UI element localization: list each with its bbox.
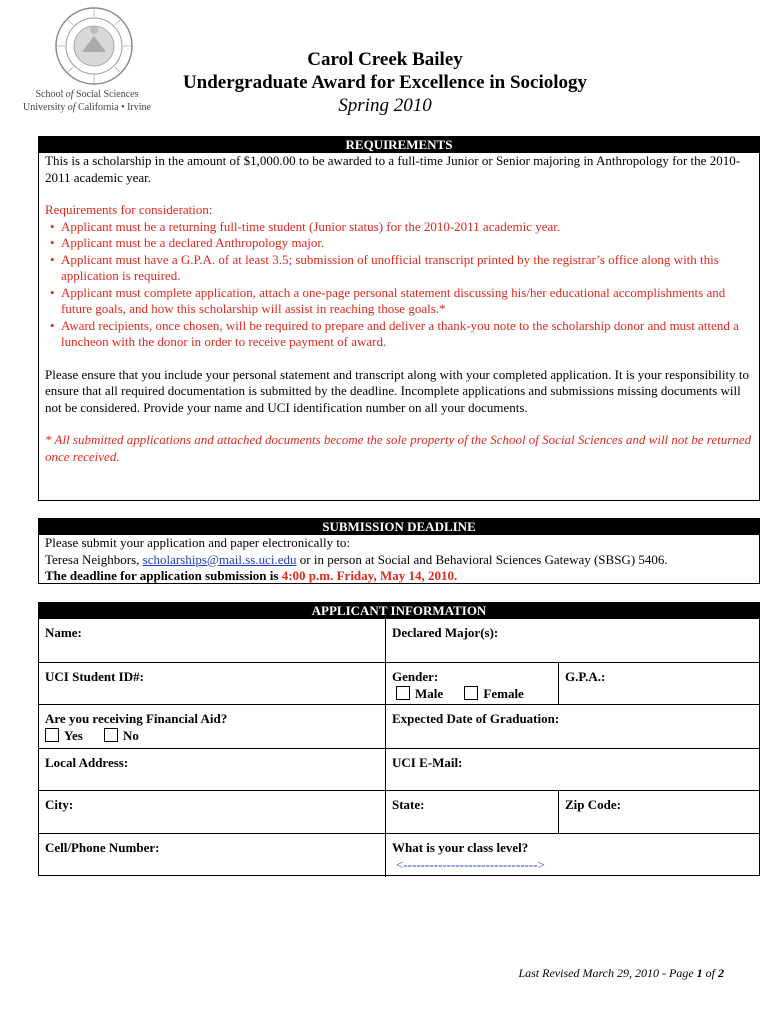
university-logo [12,6,162,118]
term-label: Spring 2010 [338,95,432,116]
deadline-section [38,518,760,584]
list-item: • Award recipients, once chosen, will be required to prepare and deliver a thank-you note to the scholarship donor and must attend a luncheon with the donor in order to receive payment of award. [50,317,739,349]
aid-yes-checkbox[interactable] [45,728,59,742]
award-subtitle: Undergraduate Award for Excellence in Sociology [182,72,588,93]
female-checkbox[interactable] [464,686,478,700]
phone-field[interactable]: Cell/Phone Number: [39,834,386,877]
submit-instructions: Please submit your application and paper electronically to: [45,535,351,550]
award-name: Carol Creek Bailey [307,49,463,70]
page-footer: Last Revised March 29, 2010 - Page 1 of 2 [518,966,724,980]
bullet-icon: • [50,251,55,267]
applicant-info-section [38,602,760,876]
city-field[interactable]: City: [39,791,386,834]
list-item: • Applicant must be a declared Anthropology major. [50,235,325,250]
requirements-note: Please ensure that you include your personal statement and transcript along with your completed application. It is your responsibility to ensure that all required documentation is submitted by the deadline. Incomplete applications and submissions missing documents will not be considered. Provide your name and UCI identification number on all your documents. [45,366,749,415]
zip-code-field[interactable]: Zip Code: [559,791,759,834]
applicant-heading: APPLICANT INFORMATION [39,603,759,619]
requirements-section [38,136,760,501]
class-level-select[interactable]: <-------------------------------> [396,857,545,872]
aid-no-checkbox[interactable] [104,728,118,742]
org-name: School of Social Sciences University of California • Irvine [23,89,151,113]
deadline-line: The deadline for application submission is 4:00 p.m. Friday, May 14, 2010. [45,568,458,583]
contact-line: Teresa Neighbors, scholarships@mail.ss.uci.edu or in person at Social and Behavioral Sciences Gateway (SBSG) 5406. [45,551,668,567]
requirements-heading: REQUIREMENTS [39,137,759,153]
list-item: • Applicant must be a returning full-time student (Junior status) for the 2010-2011 academic year. [50,218,561,234]
male-checkbox[interactable] [396,686,410,700]
requirements-list [39,219,759,351]
bullet-icon: • [50,284,55,300]
major-field[interactable]: Declared Major(s): [386,619,759,663]
gpa-field[interactable]: G.P.A.: [559,663,759,705]
financial-aid-field: Are you receiving Financial Aid? Yes No [39,705,386,749]
email-link[interactable]: scholarships@mail.ss.uci.edu [142,551,297,567]
student-id-field[interactable]: UCI Student ID#: [39,663,386,705]
name-field[interactable]: Name: [39,619,386,663]
uci-email-field[interactable]: UCI E-Mail: [386,749,759,791]
class-level-field: What is your class level? <-------------------------------> [386,834,759,877]
state-field[interactable]: State: [386,791,559,834]
deadline-heading: SUBMISSION DEADLINE [39,519,759,535]
requirements-intro: This is a scholarship in the amount of $1,000.00 to be awarded to a full-time Junior or Senior majoring in Anthropology for the 2010-2011 academic year. [45,153,741,185]
bullet-icon: • [50,218,55,234]
graduation-date-field[interactable]: Expected Date of Graduation: [386,705,759,749]
list-item: • Applicant must have a G.P.A. of at least 3.5; submission of unofficial transcript printed by the registrar’s office along with this application is required. [50,251,719,283]
university-seal-icon [48,6,140,86]
local-address-field[interactable]: Local Address: [39,749,386,791]
bullet-icon: • [50,235,55,250]
document-title-block [150,48,620,117]
requirements-disclaimer: * All submitted applications and attached documents become the sole property of the School of Social Sciences and will not be returned once received. [45,432,752,464]
list-item: • Applicant must complete application, attach a one-page personal statement discussing his/her educational accomplishments and future goals, and how this scholarship will assist in reaching those goals.* [50,284,726,316]
deadline-date: 4:00 p.m. Friday, May 14, 2010. [281,568,458,583]
gender-field: Gender: Male Female [386,663,559,705]
bullet-icon: • [50,317,55,333]
consideration-heading: Requirements for consideration: [45,202,213,217]
applicant-form-grid [39,619,759,877]
